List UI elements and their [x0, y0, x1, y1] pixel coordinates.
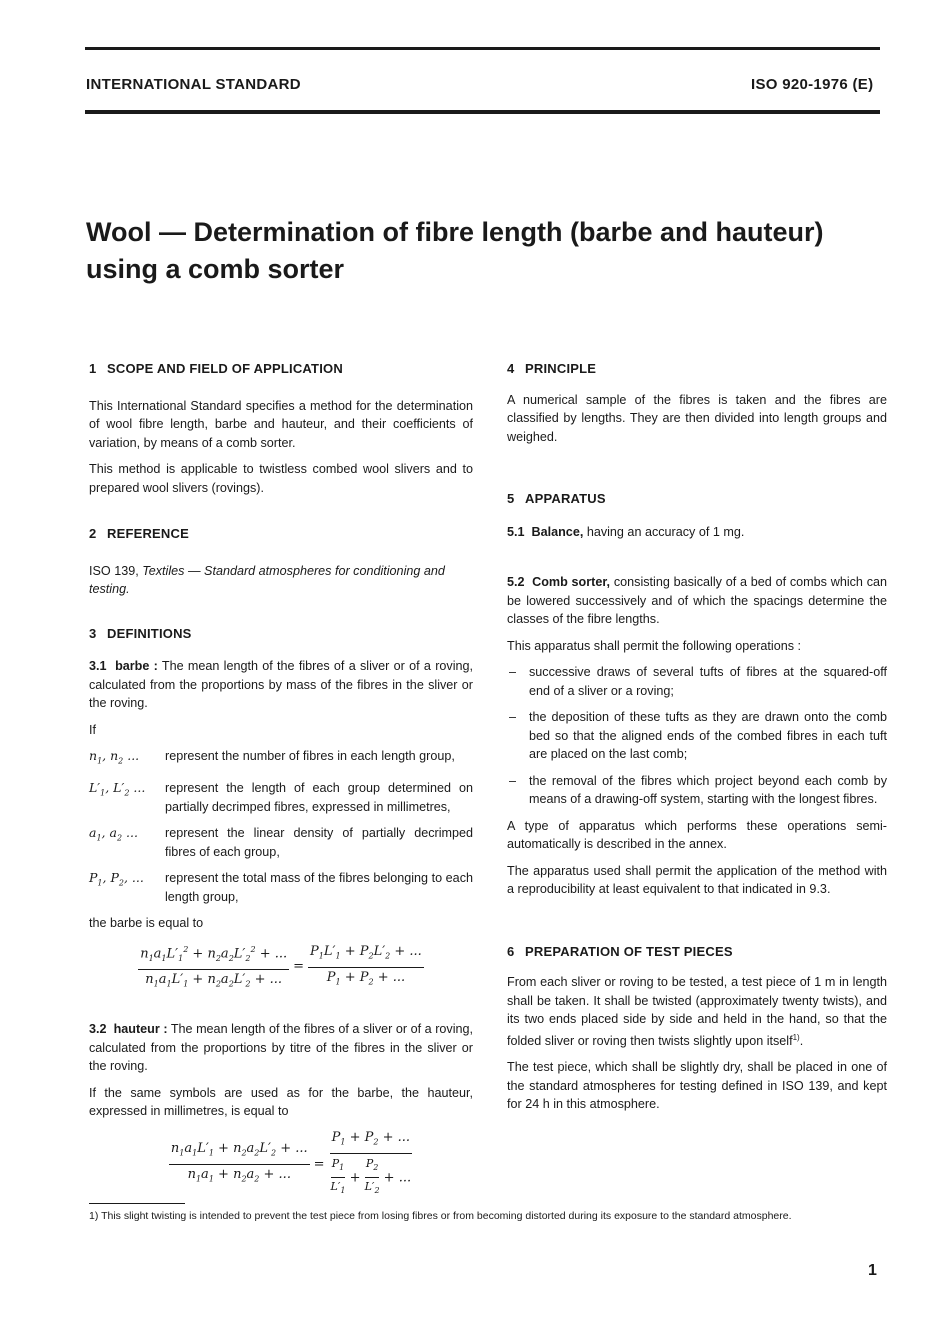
barbe-intro: the barbe is equal to	[89, 916, 204, 930]
if-word: If	[89, 722, 96, 737]
principle-paragraph: A numerical sample of the fibres is taken and the fibres are classified by lengths. They are then divided into length groups and weighed.	[507, 392, 887, 444]
preparation-paragraph-1: From each sliver or roving to be tested, a test piece of 1 m in length shall be taken. It shall be twisted (approximately twenty twists), and its two ends placed side by side and held in the hand, so that the folded sliver or roving then twists slightly upon itself$^{1)}$.	[507, 975, 887, 1048]
symbol-p-definition: $P_1$, $P_2$, ... represent the total mass of the fibres belonging to each length group,	[89, 870, 473, 904]
scope-paragraph-1: This International Standard specifies a method for the determination of wool fibre length, barbe and hauteur, and their coefficients of variation, by means of a comb sorter.	[89, 398, 473, 450]
symbol-n-definition: $n_1$, $n_2$ ... represent the number of fibres in each length group,	[89, 748, 455, 766]
footnote-mark: 1)	[89, 1210, 99, 1222]
header-standard-type: INTERNATIONAL STANDARD	[86, 76, 301, 93]
preparation-paragraph-2: The test piece, which shall be slightly dry, shall be placed in one of the standard atmospheres for testing defined in ISO 139, and kept for 24 h in this atmosphere.	[507, 1060, 887, 1112]
footnote	[89, 1208, 889, 1224]
document-title	[86, 214, 886, 288]
header-standard-number: ISO 920-1976 (E)	[751, 76, 874, 93]
page-number: 1	[868, 1262, 877, 1279]
section-heading-scope: 1 SCOPE AND FIELD OF APPLICATION	[89, 361, 343, 376]
left-column	[89, 360, 473, 1227]
section-scope	[89, 360, 473, 497]
section-apparatus	[507, 490, 887, 899]
operation-item: – the deposition of these tufts as they are drawn onto the comb bed so that the aligned ends of the combed fibres in each tuft are placed on the last comb;	[509, 710, 887, 761]
header-bottom-rule	[85, 110, 880, 114]
footnote-rule	[89, 1203, 185, 1204]
definition-hauteur: 3.2 hauteur : The mean length of the fibres of a sliver or of a roving, calculated from the proportions by titre of the fibres in the sliver or the roving.	[89, 1022, 474, 1074]
section-preparation	[507, 943, 887, 1114]
definition-barbe: 3.1 barbe : The mean length of the fibres of a sliver or of a roving, calculated from the proportions by mass of the fibres in the sliver or the roving.	[89, 659, 473, 710]
section-heading-preparation: 6 PREPARATION OF TEST PIECES	[507, 943, 733, 959]
footnote-text: This slight twisting is intended to prevent the test piece from losing fibres or from becoming distorted during its exposure to the standard atmosphere.	[98, 1210, 792, 1222]
apparatus-balance: 5.1 Balance, having an accuracy of 1 mg.	[507, 524, 745, 539]
footnote-reference: 1)	[792, 1032, 800, 1042]
section-heading-principle: 4 PRINCIPLE	[507, 361, 597, 376]
reference-citation: ISO 139, Textiles — Standard atmospheres for conditioning and testing.	[89, 563, 445, 596]
symbol-a-definition: $a_1$, $a_2$ ... represent the linear density of partially decrimped fibres of each group,	[89, 825, 473, 859]
operation-item: – successive draws of several tufts of fibres at the squared-off end of a sliver or a roving;	[509, 665, 887, 698]
hauteur-intro: If the same symbols are used as for the barbe, the hauteur, expressed in millimetres, is equal to	[89, 1085, 473, 1119]
operations-intro: This apparatus shall permit the following operations :	[507, 638, 802, 653]
scope-paragraph-2: This method is applicable to twistless combed wool slivers and to prepared wool slivers (rovings).	[89, 462, 473, 495]
section-definitions	[89, 625, 473, 1201]
barbe-formula: $\frac{n_1a_1L'_1^2 + n_2a_2L'_2^2 + ...}{n_1a_1L'_1 + n_2a_2L'_2 + ...}$ = $\frac{P_1L'_1 + P_2L'_2 + ...}{P_1 + P_2 + ...}$	[89, 941, 473, 995]
header-top-rule	[85, 47, 880, 50]
apparatus-comb-sorter: 5.2 Comb sorter, consisting basically of a bed of combs which can be lowered successively and of which the spacings determine the classes of the fibre lengths.	[507, 575, 888, 626]
section-heading-definitions: 3 DEFINITIONS	[89, 625, 192, 641]
reproducibility-note: The apparatus used shall permit the application of the method with a reproducibility at least equivalent to that indicated in 9.3.	[507, 863, 887, 896]
section-reference	[89, 525, 473, 599]
hauteur-formula: $\frac{n_1a_1L'_1 + n_2a_2L'_2 + ...}{n_1a_1 + n_2a_2 + ...}$ = $P_1 + P_2$ + ... $\frac{P_1}{L'_1}$ + $\frac{P_2}{L'_2}$ + ...	[170, 1129, 412, 1196]
operation-item: – the removal of the fibres which project beyond each comb by means of a drawing-off system, starting with the longest fibres.	[509, 773, 887, 806]
section-heading-apparatus: 5 APPARATUS	[507, 491, 606, 506]
title-line-1: Wool — Determination of fibre length (barbe and hauteur)	[86, 217, 824, 247]
title-line-2: using a comb sorter	[86, 254, 345, 284]
section-principle	[507, 360, 887, 446]
section-heading-reference: 2 REFERENCE	[89, 526, 189, 541]
right-column	[507, 360, 887, 1122]
annex-note: A type of apparatus which performs these operations semi-automatically is described in the annex.	[507, 818, 887, 851]
symbol-l-definition: $L'_1$, $L'_2$ ... represent the length of each group determined on partially decrimped fibres, expressed in millimetres,	[89, 780, 473, 814]
